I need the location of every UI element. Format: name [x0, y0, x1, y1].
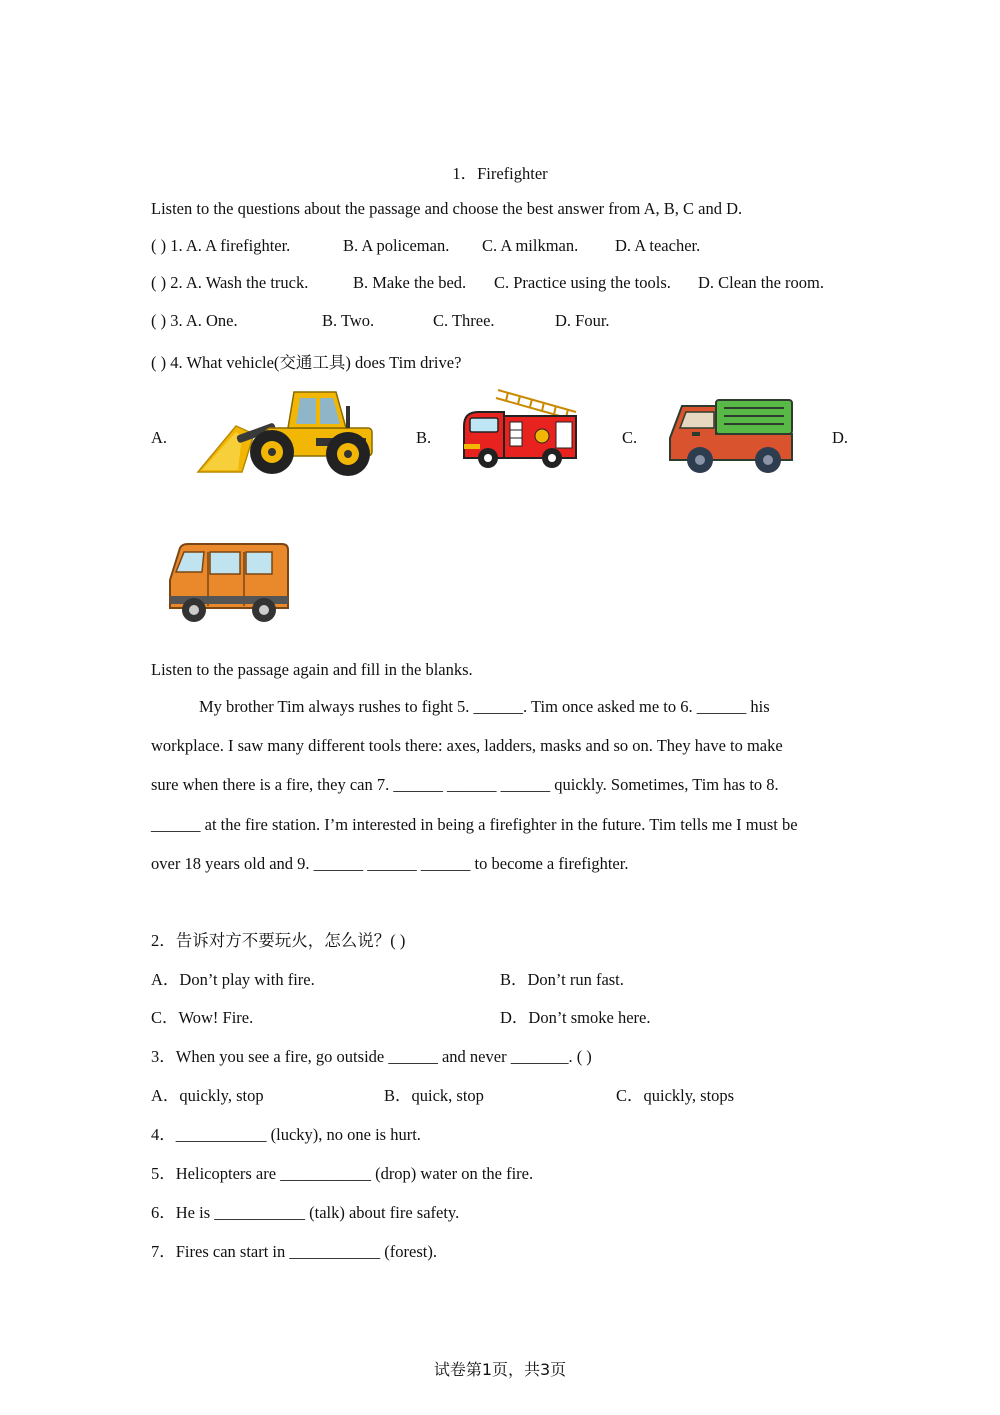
q3-stem: 3．When you see a fire, go outside ______ and never _______. ( )	[151, 1047, 592, 1066]
delivery-truck-icon	[666, 398, 796, 476]
question-3-option-d: D. Four.	[555, 311, 610, 330]
question-1-option-b: B. A policeman.	[343, 236, 450, 255]
passage-line-2: workplace. I saw many different tools there: axes, ladders, masks and so on. They have to make	[151, 736, 783, 755]
fill-item-5: 5．Helicopters are ___________ (drop) water on the fire.	[151, 1164, 534, 1183]
q2-option-b: B．Don’t run fast.	[500, 970, 624, 989]
fire-truck-icon	[460, 386, 580, 472]
question-2-option-b: B. Make the bed.	[353, 273, 467, 292]
question-1-prefix: ( ) 1. A. A firefighter.	[151, 236, 291, 255]
question-2-option-d: D. Clean the room.	[698, 273, 825, 292]
vehicle-label-d: D.	[832, 428, 849, 447]
vehicle-label-c: C.	[622, 428, 638, 447]
fill-instruction: Listen to the passage again and fill in the blanks.	[151, 660, 473, 679]
passage-line-3: sure when there is a fire, they can 7. ______ ______ ______ quickly. Sometimes, Tim has to 8.	[151, 775, 779, 794]
q2-option-d: D．Don’t smoke here.	[500, 1008, 651, 1027]
question-1-option-d: D. A teacher.	[615, 236, 701, 255]
fill-item-7: 7．Fires can start in ___________ (forest).	[151, 1242, 437, 1261]
question-2-option-c: C. Practice using the tools.	[494, 273, 671, 292]
question-1	[151, 236, 290, 256]
vehicle-label-b: B.	[416, 428, 432, 447]
passage-line-4: ______ at the fire station. I’m interested in being a firefighter in the future. Tim tells me I must be	[151, 815, 798, 834]
q2-stem: 2．告诉对方不要玩火，怎么说？( )	[151, 931, 406, 950]
question-3-option-b: B. Two.	[322, 311, 375, 330]
question-3	[151, 311, 238, 331]
fill-item-6: 6．He is ___________ (talk) about fire safety.	[151, 1203, 460, 1222]
q2-option-c: C．Wow! Fire.	[151, 1008, 254, 1027]
question-1-option-c: C. A milkman.	[482, 236, 579, 255]
passage-line-1: My brother Tim always rushes to fight 5. ______. Tim once asked me to 6. ______ his	[199, 697, 770, 716]
listening-instruction: Listen to the questions about the passage and choose the best answer from A, B, C and D.	[151, 199, 743, 218]
page-footer: 试卷第1页，共3页	[433, 1360, 567, 1379]
question-3-option-c: C. Three.	[433, 311, 495, 330]
fill-item-4: 4．___________ (lucky), no one is hurt.	[151, 1125, 421, 1144]
question-4: ( ) 4. What vehicle(交通工具) does Tim drive?	[151, 353, 462, 372]
q3-option-c: C．quickly, stops	[616, 1086, 735, 1105]
question-3-prefix: ( ) 3. A. One.	[151, 311, 238, 330]
q3-option-a: A．quickly, stop	[151, 1086, 264, 1105]
minivan-icon	[166, 540, 294, 626]
section-title: 1．Firefighter	[452, 164, 548, 183]
passage-line-5: over 18 years old and 9. ______ ______ ______ to become a firefighter.	[151, 854, 629, 873]
vehicle-label-a: A.	[151, 428, 168, 447]
question-2-prefix: ( ) 2. A. Wash the truck.	[151, 273, 309, 292]
q3-option-b: B．quick, stop	[384, 1086, 484, 1105]
bulldozer-icon	[196, 386, 382, 478]
q2-option-a: A．Don’t play with fire.	[151, 970, 315, 989]
question-2	[151, 273, 308, 293]
